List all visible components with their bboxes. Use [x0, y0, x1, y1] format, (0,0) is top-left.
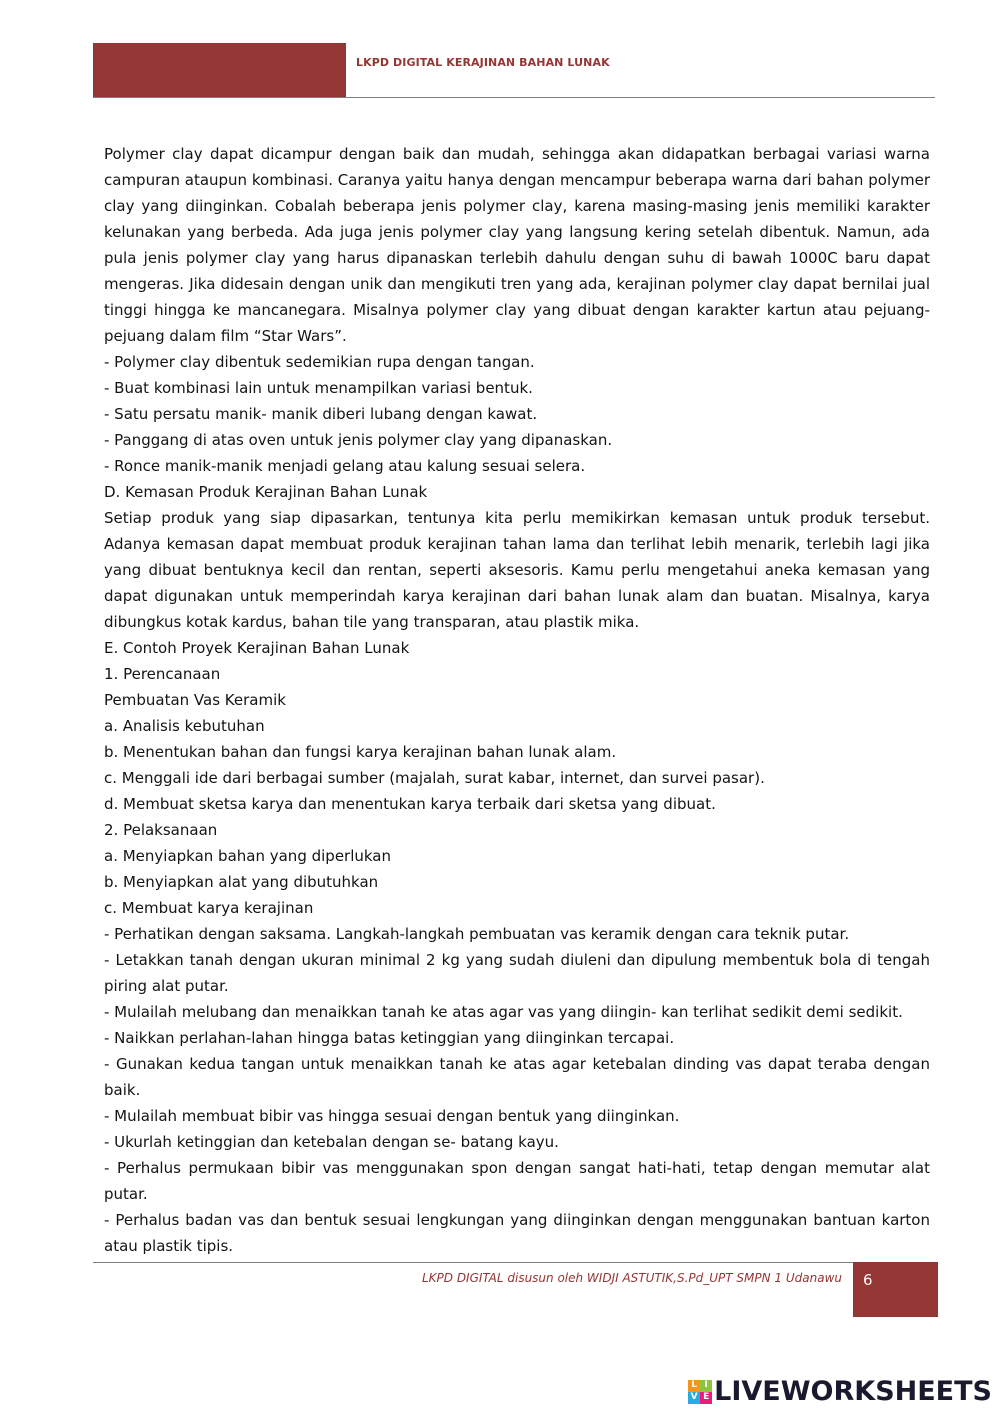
list-item: - Ukurlah ketinggian dan ketebalan dengan se- batang kayu.	[104, 1133, 559, 1151]
paragraph-kemasan: Setiap produk yang siap dipasarkan, tentunya kita perlu memikirkan kemasan untuk produk tersebut. Adanya kemasan dapat membuat produk kerajinan tahan lama dan terlihat lebih menarik, terlebih lagi jika yang dibuat bentuknya kecil dan rentan, seperti aksesoris. Kamu perlu mengetahui aneka kemasan yang dapat digunakan untuk memperindah karya kerajinan dari bahan lunak alam dan buatan. Misalnya, karya dibungkus kotak kardus, bahan tile yang transparan, atau plastik mika.	[104, 509, 930, 631]
list-item: - Letakkan tanah dengan ukuran minimal 2 kg yang sudah diuleni dan dipulung membentuk bola di tengah piring alat putar.	[104, 951, 930, 995]
list-item: - Polymer clay dibentuk sedemikian rupa dengan tangan.	[104, 353, 535, 371]
worksheet-body	[104, 141, 930, 1259]
list-item: - Satu persatu manik- manik diberi lubang dengan kawat.	[104, 405, 538, 423]
page-number: 6	[863, 1271, 873, 1289]
logo-letter: I	[700, 1380, 712, 1392]
logo-letter: L	[688, 1380, 700, 1392]
header-accent-block	[93, 43, 346, 98]
list-item: - Perhalus badan vas dan bentuk sesuai lengkungan yang diinginkan dengan menggunakan bantuan karton atau plastik tipis.	[104, 1211, 930, 1255]
plan-heading: 1. Perencanaan	[104, 665, 221, 683]
list-item: a. Menyiapkan bahan yang diperlukan	[104, 847, 392, 865]
list-item: - Mulailah membuat bibir vas hingga sesuai dengan bentuk yang diinginkan.	[104, 1107, 680, 1125]
footer-divider	[93, 1262, 853, 1263]
list-item: - Naikkan perlahan-lahan hingga batas ketinggian yang diinginkan tercapai.	[104, 1029, 675, 1047]
logo-letter: V	[688, 1392, 700, 1404]
list-item: c. Membuat karya kerajinan	[104, 899, 314, 917]
list-item: - Gunakan kedua tangan untuk menaikkan tanah ke atas agar ketebalan dinding vas dapat teraba dengan baik.	[104, 1055, 930, 1099]
plan-subheading: Pembuatan Vas Keramik	[104, 691, 286, 709]
list-item: - Buat kombinasi lain untuk menampilkan variasi bentuk.	[104, 379, 533, 397]
header-title: LKPD DIGITAL KERAJINAN BAHAN LUNAK	[356, 56, 610, 69]
list-item: d. Membuat sketsa karya dan menentukan karya terbaik dari sketsa yang dibuat.	[104, 795, 716, 813]
list-item: - Mulailah melubang dan menaikkan tanah ke atas agar vas yang diingin- kan terlihat sedikit demi sedikit.	[104, 1003, 903, 1021]
section-heading-d: D. Kemasan Produk Kerajinan Bahan Lunak	[104, 483, 428, 501]
paragraph-polymer-clay: Polymer clay dapat dicampur dengan baik dan mudah, sehingga akan didapatkan berbagai variasi warna campuran ataupun kombinasi. Caranya yaitu hanya dengan mencampur beberapa warna dari bahan polymer clay yang diinginkan. Cobalah beberapa jenis polymer clay, karena masing-masing jenis memiliki karakter kelunakan yang berbeda. Ada juga jenis polymer clay yang langsung kering setelah dibentuk. Namun, ada pula jenis polymer clay yang harus dipanaskan terlebih dahulu dengan suhu di bawah 1000C baru dapat mengeras. Jika didesain dengan unik dan mengikuti tren yang ada, kerajinan polymer clay dapat bernilai jual tinggi hingga ke mancanegara. Misalnya polymer clay yang dibuat dengan karakter kartun atau pejuang-pejuang dalam film “Star Wars”.	[104, 145, 930, 345]
exec-heading: 2. Pelaksanaan	[104, 821, 218, 839]
list-item: - Perhalus permukaan bibir vas menggunakan spon dengan sangat hati-hati, tetap dengan memutar alat putar.	[104, 1159, 930, 1203]
header-divider	[93, 97, 935, 98]
list-item: c. Menggali ide dari berbagai sumber (majalah, surat kabar, internet, dan survei pasar).	[104, 769, 765, 787]
list-item: - Panggang di atas oven untuk jenis polymer clay yang dipanaskan.	[104, 431, 613, 449]
watermark-text: LIVEWORKSHEETS	[714, 1376, 992, 1407]
liveworksheets-watermark	[688, 1376, 992, 1407]
list-item: - Perhatikan dengan saksama. Langkah-langkah pembuatan vas keramik dengan cara teknik putar.	[104, 925, 850, 943]
page-number-box	[853, 1262, 938, 1317]
liveworksheets-logo-icon	[688, 1380, 712, 1404]
list-item: b. Menentukan bahan dan fungsi karya kerajinan bahan lunak alam.	[104, 743, 617, 761]
list-item: a. Analisis kebutuhan	[104, 717, 265, 735]
list-item: - Ronce manik-manik menjadi gelang atau kalung sesuai selera.	[104, 457, 586, 475]
section-heading-e: E. Contoh Proyek Kerajinan Bahan Lunak	[104, 639, 410, 657]
footer-credit: LKPD DIGITAL disusun oleh WIDJI ASTUTIK,S.Pd_UPT SMPN 1 Udanawu	[421, 1271, 842, 1285]
logo-letter: E	[700, 1392, 712, 1404]
list-item: b. Menyiapkan alat yang dibutuhkan	[104, 873, 379, 891]
